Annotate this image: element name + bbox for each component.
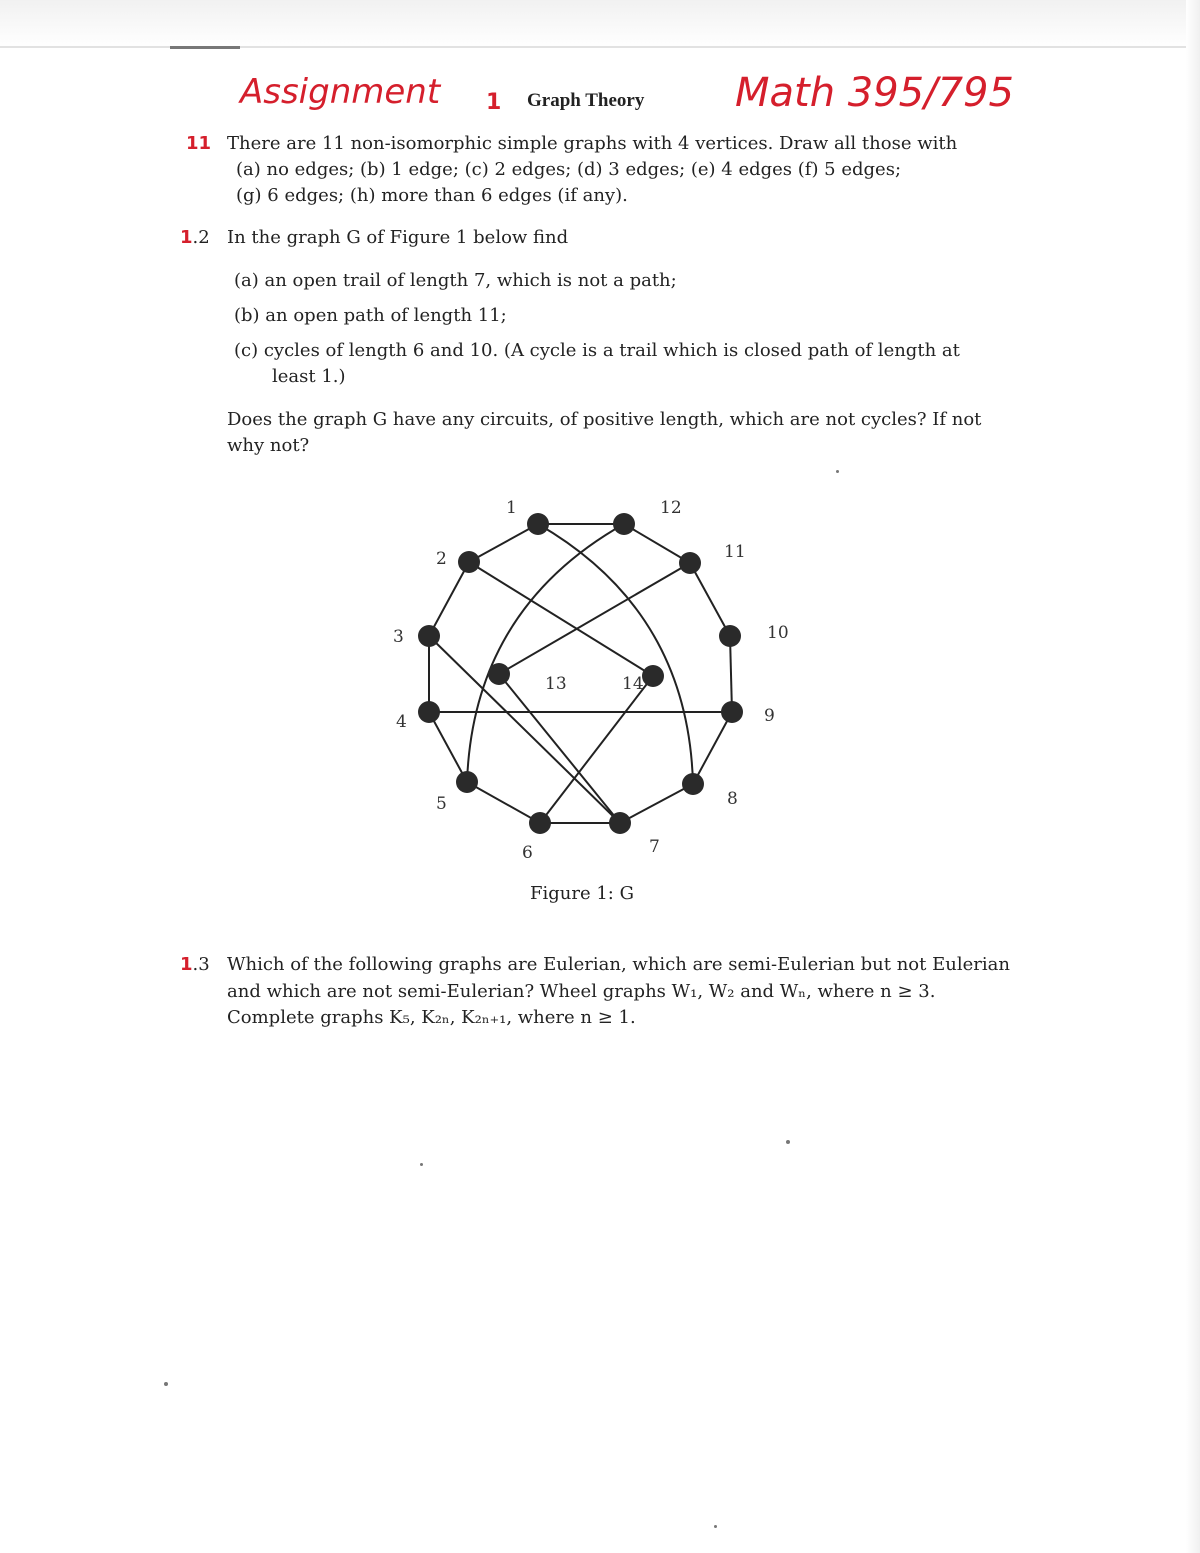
graph-vertex-10	[719, 625, 741, 647]
graph-vertex-label-10: 10	[767, 623, 789, 643]
graph-vertex-label-4: 4	[396, 712, 407, 732]
graph-vertex-label-14: 14	[622, 674, 644, 694]
graph-vertex-label-11: 11	[724, 542, 746, 562]
graph-vertex-7	[609, 812, 631, 834]
graph-edge-9-8	[693, 712, 732, 784]
graph-vertex-2	[458, 551, 480, 573]
scan-top-edge	[0, 0, 1200, 48]
graph-edge-13-7	[499, 674, 620, 823]
graph-edge-8-7	[620, 784, 693, 823]
q1-line3: (g) 6 edges; (h) more than 6 edges (if any).	[236, 185, 628, 206]
q3-line3: Complete graphs K₅, K₂ₙ, K₂ₙ₊₁, where n ≥ 1.	[227, 1007, 636, 1028]
scan-right-edge	[1186, 0, 1200, 1553]
graph-vertex-label-2: 2	[436, 549, 447, 569]
graph-vertex-8	[682, 773, 704, 795]
scan-speck	[836, 470, 839, 473]
graph-vertex-4	[418, 701, 440, 723]
graph-vertex-label-6: 6	[522, 843, 533, 863]
q2-part-a: (a) an open trail of length 7, which is not a path;	[234, 270, 677, 291]
graph-vertex-labels	[393, 498, 789, 863]
q3-number-suffix: .3	[192, 954, 210, 975]
graph-vertex-13	[488, 663, 510, 685]
graph-vertex-label-9: 9	[764, 706, 775, 726]
q1-number-a: 1	[186, 133, 199, 154]
handwritten-course: Math 395/795	[735, 70, 1014, 116]
scan-speck	[164, 1382, 168, 1386]
figure-caption: Figure 1: G	[530, 883, 634, 904]
graph-edge-2-1	[469, 524, 538, 562]
q1-number	[186, 131, 211, 157]
graph-vertex-6	[529, 812, 551, 834]
scan-speck	[786, 1140, 790, 1144]
graph-figure	[370, 490, 810, 880]
graph-vertex-label-5: 5	[436, 794, 447, 814]
graph-edge-1-8	[538, 524, 693, 784]
assignment-number: 1	[486, 90, 502, 115]
q2-intro: In the graph G of Figure 1 below find	[227, 227, 569, 248]
scan-speck	[714, 1525, 717, 1528]
graph-edge-12-11	[624, 524, 690, 563]
q3-number-red: 1	[180, 954, 193, 975]
graph-vertex-label-13: 13	[545, 674, 567, 694]
q2-number-suffix: .2	[192, 227, 210, 248]
graph-edge-3-2	[429, 562, 469, 636]
graph-vertex-label-1: 1	[506, 498, 517, 518]
q3-line1: Which of the following graphs are Eulerian, which are semi-Eulerian but not Eulerian	[227, 954, 1010, 975]
graph-vertex-12	[613, 513, 635, 535]
page-title: Graph Theory	[527, 90, 645, 111]
graph-edge-10-9	[730, 636, 732, 712]
graph-edge-3-7	[429, 636, 620, 823]
graph-edge-5-4	[429, 712, 467, 782]
graph-vertex-label-3: 3	[393, 627, 404, 647]
graph-vertex-3	[418, 625, 440, 647]
q2-part-c-line2: least 1.)	[272, 366, 346, 387]
graph-vertex-5	[456, 771, 478, 793]
graph-vertex-label-12: 12	[660, 498, 682, 518]
q2-question-line2: why not?	[227, 435, 310, 456]
q2-question-line1: Does the graph G have any circuits, of positive length, which are not cycles? If not	[227, 409, 982, 430]
graph-vertex-14	[642, 665, 664, 687]
q3-line2: and which are not semi-Eulerian? Wheel graphs W₁, W₂ and Wₙ, where n ≥ 3.	[227, 981, 936, 1002]
graph-edge-2-14	[469, 562, 653, 676]
graph-vertex-label-8: 8	[727, 789, 738, 809]
q2-part-b: (b) an open path of length 11;	[234, 305, 507, 326]
q1-line1: There are 11 non-isomorphic simple graphs with 4 vertices. Draw all those with	[227, 133, 958, 154]
graph-vertex-11	[679, 552, 701, 574]
q1-number-b: 1	[198, 133, 212, 154]
handwritten-assignment: Assignment	[240, 72, 441, 112]
q2-number	[180, 225, 210, 251]
graph-edge-6-5	[467, 782, 540, 823]
scan-speck	[420, 1163, 423, 1166]
graph-edge-11-10	[690, 563, 730, 636]
graph-vertex-label-7: 7	[649, 837, 660, 857]
scan-mark	[170, 46, 240, 49]
q2-number-red: 1	[180, 227, 193, 248]
q2-part-c-line1: (c) cycles of length 6 and 10. (A cycle is a trail which is closed path of length at	[234, 340, 960, 361]
graph-vertex-9	[721, 701, 743, 723]
graph-vertex-1	[527, 513, 549, 535]
q3-number	[180, 952, 210, 978]
graph-edge-11-13	[499, 563, 690, 674]
q1-line2: (a) no edges; (b) 1 edge; (c) 2 edges; (d) 3 edges; (e) 4 edges (f) 5 edges;	[236, 159, 902, 180]
